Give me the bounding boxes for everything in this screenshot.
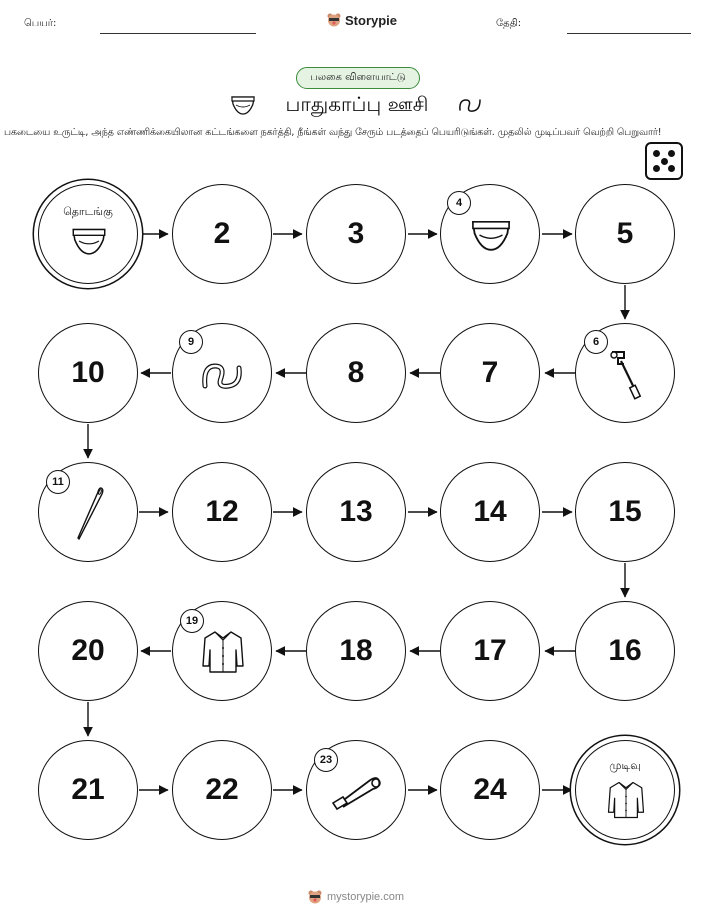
space-number: 20 [71, 634, 105, 667]
space-number: 15 [608, 495, 642, 528]
space-number: 16 [608, 634, 642, 667]
board-space-24[interactable] [440, 740, 540, 840]
space-number: 17 [473, 634, 507, 667]
name-label: பெயர்: [24, 18, 57, 29]
board-space-10[interactable] [38, 323, 138, 423]
space-number: 21 [71, 773, 105, 806]
footer-url[interactable]: mystorypie.com [327, 891, 405, 903]
safety-pin-icon [329, 769, 385, 813]
shirt-icon [606, 779, 646, 821]
instructions-text: பகடையை உருட்டி, அந்த எண்ணிக்கையிலான கட்டங்களை நகர்த்தி, நீங்கள் வந்து சேரும் படத்தைப் பெயரிடுங்கள். முதலில் முடிப்பவர் வெற்றி பெறுவார்! [4, 127, 662, 138]
footer [307, 889, 404, 905]
category-badge: பலகை விளையாட்டு [296, 67, 420, 89]
shirt-icon [201, 628, 245, 676]
board-space-20[interactable] [38, 601, 138, 701]
string-icon [199, 356, 247, 394]
start-label: தொடங்கு [63, 205, 113, 218]
board-space-3[interactable] [306, 184, 406, 284]
space-number: 22 [205, 773, 239, 806]
page-title: பாதுகாப்பு ஊசி [285, 92, 429, 116]
board-space-finish[interactable] [575, 740, 675, 840]
board-space-22[interactable] [172, 740, 272, 840]
space-number: 2 [213, 217, 231, 250]
board-space-18[interactable] [306, 601, 406, 701]
space-number: 14 [473, 495, 507, 528]
board-space-17[interactable] [440, 601, 540, 701]
date-label: தேதி: [496, 18, 522, 29]
space-number: 7 [481, 356, 499, 389]
space-number: 18 [339, 634, 373, 667]
board-space-8[interactable] [306, 323, 406, 423]
space-number: 10 [71, 356, 105, 389]
board-space-start[interactable] [38, 184, 138, 284]
space-number-badge: 4 [447, 191, 471, 215]
board-space-12[interactable] [172, 462, 272, 562]
board-space-7[interactable] [440, 323, 540, 423]
space-number: 5 [616, 217, 634, 250]
board-space-21[interactable] [38, 740, 138, 840]
space-number-badge: 11 [46, 470, 70, 494]
space-number: 3 [347, 217, 365, 250]
board-space-14[interactable] [440, 462, 540, 562]
space-number-badge: 23 [314, 748, 338, 772]
brand-name: Storypie [345, 12, 398, 28]
space-number: 13 [339, 495, 373, 528]
board-space-16[interactable] [575, 601, 675, 701]
diaper-icon [468, 215, 514, 255]
clamp-icon [602, 344, 652, 404]
board-space-5[interactable] [575, 184, 675, 284]
bear-mascot-icon [307, 889, 323, 905]
space-number-badge: 6 [584, 330, 608, 354]
board-space-13[interactable] [306, 462, 406, 562]
board-space-15[interactable] [575, 462, 675, 562]
space-number: 24 [473, 773, 507, 806]
space-number-badge: 9 [179, 330, 203, 354]
space-number: 8 [347, 356, 365, 389]
space-number: 12 [205, 495, 239, 528]
board-space-2[interactable] [172, 184, 272, 284]
space-number-badge: 19 [180, 609, 204, 633]
finish-label: முடிவு [609, 759, 641, 772]
diaper-icon [69, 223, 109, 259]
needle-icon [73, 485, 109, 543]
